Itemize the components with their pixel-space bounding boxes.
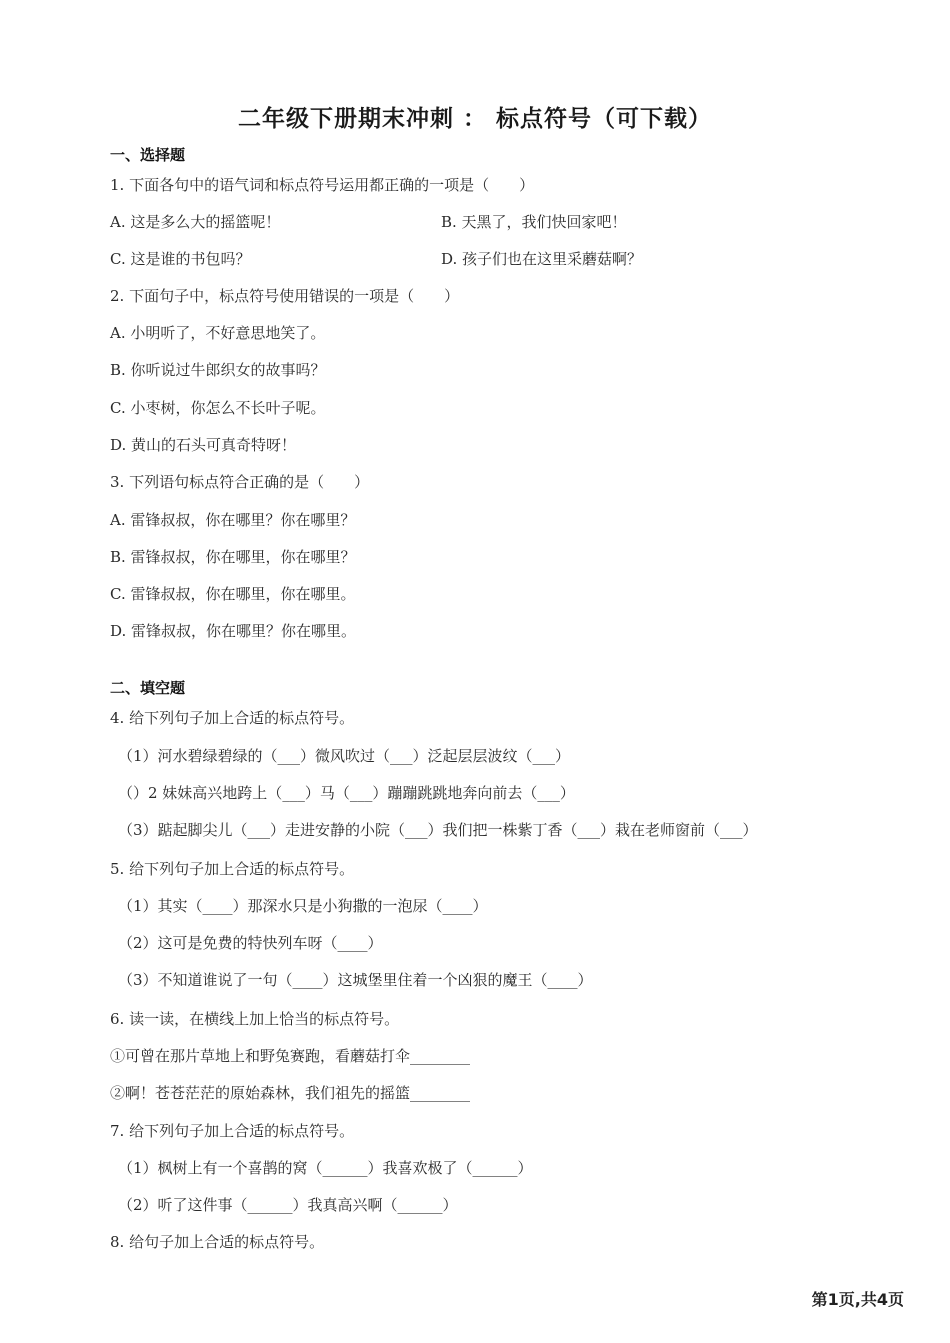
section-heading-fill: 二、填空题 — [110, 679, 186, 697]
question-4-sentence-3: （3）踮起脚尖儿（___）走进安静的小院（___）我们把一株紫丁香（___）栽在老师窗前（___） — [118, 821, 758, 839]
question-6-sentence-1: ①可曾在那片草地上和野兔赛跑，看蘑菇打伞________ — [110, 1047, 471, 1065]
question-3-option-b: B. 雷锋叔叔，你在哪里，你在哪里？ — [110, 548, 356, 566]
question-5-sentence-2: （2）这可是免费的特快列车呀（____） — [118, 934, 383, 952]
question-1-option-b: B. 天黑了，我们快回家吧！ — [441, 213, 627, 231]
question-2-option-c: C. 小枣树，你怎么不长叶子呢。 — [110, 399, 326, 417]
page-number: 第1页,共4页 — [811, 1290, 904, 1309]
question-3-option-c: C. 雷锋叔叔，你在哪里，你在哪里。 — [110, 585, 356, 603]
question-1-option-d: D. 孩子们也在这里采蘑菇啊？ — [441, 250, 643, 268]
question-1-stem: 1. 下面各句中的语气词和标点符号运用都正确的一项是（ ） — [110, 176, 535, 194]
question-2-option-b: B. 你听说过牛郎织女的故事吗？ — [110, 361, 326, 379]
question-7-sentence-1: （1）枫树上有一个喜鹊的窝（______）我喜欢极了（______） — [118, 1159, 533, 1177]
question-4-sentence-2: （）2 妹妹高兴地跨上（___）马（___）蹦蹦跳跳地奔向前去（___） — [118, 784, 575, 802]
question-5-stem: 5. 给下列句子加上合适的标点符号。 — [110, 860, 355, 878]
question-4-sentence-1: （1）河水碧绿碧绿的（___）微风吹过（___）泛起层层波纹（___） — [118, 747, 571, 765]
section-heading-choice: 一、选择题 — [110, 146, 186, 164]
question-3-option-d: D. 雷锋叔叔，你在哪里？你在哪里。 — [110, 622, 357, 640]
question-3-stem: 3. 下列语句标点符合正确的是（ ） — [110, 473, 370, 491]
question-5-sentence-3: （3）不知道谁说了一句（____）这城堡里住着一个凶狠的魔王（____） — [118, 971, 593, 989]
question-5-sentence-1: （1）其实（____）那深水只是小狗撒的一泡尿（____） — [118, 897, 488, 915]
question-8-stem: 8. 给句子加上合适的标点符号。 — [110, 1233, 325, 1251]
question-2-stem: 2. 下面句子中，标点符号使用错误的一项是（ ） — [110, 287, 460, 305]
question-4-stem: 4. 给下列句子加上合适的标点符号。 — [110, 709, 355, 727]
question-7-sentence-2: （2）听了这件事（______）我真高兴啊（______） — [118, 1196, 458, 1214]
question-2-option-d: D. 黄山的石头可真奇特呀！ — [110, 436, 297, 454]
page-title: 二年级下册期末冲刺 ： 标点符号（可下载） — [237, 106, 712, 132]
question-3-option-a: A. 雷锋叔叔，你在哪里？你在哪里？ — [110, 511, 356, 529]
question-2-option-a: A. 小明听了，不好意思地笑了。 — [110, 324, 326, 342]
question-7-stem: 7. 给下列句子加上合适的标点符号。 — [110, 1122, 355, 1140]
question-6-sentence-2: ②啊！苍苍茫茫的原始森林，我们祖先的摇篮________ — [110, 1084, 471, 1102]
question-6-stem: 6. 读一读，在横线上加上恰当的标点符号。 — [110, 1010, 400, 1028]
question-1-option-c: C. 这是谁的书包吗？ — [110, 250, 251, 268]
question-1-option-a: A. 这是多么大的摇篮呢！ — [110, 213, 281, 231]
